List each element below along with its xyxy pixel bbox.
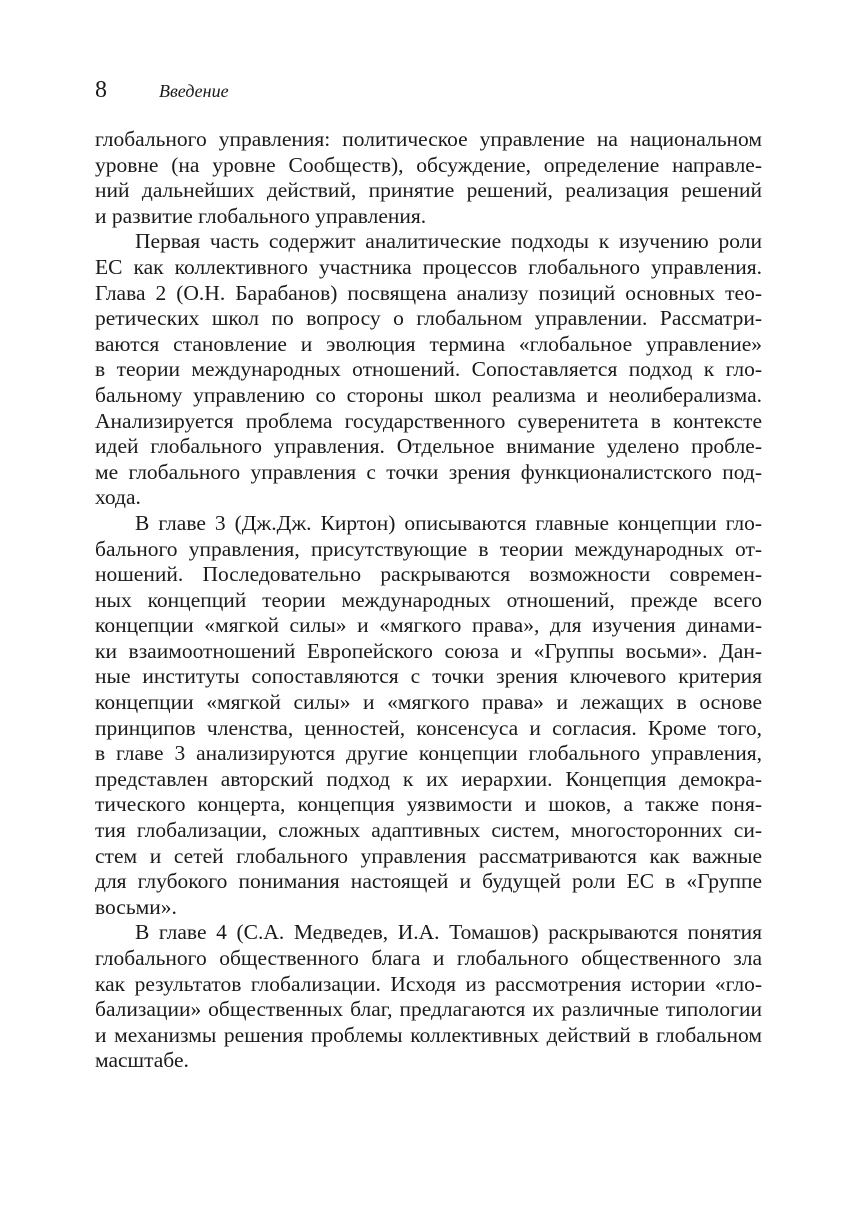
text-line: уровне (на уровне Сообществ), обсуждение, определение направле-: [95, 152, 762, 177]
text-line: стем и сетей глобального управления рассматриваются как важные: [95, 843, 762, 868]
text-line: глобального управления: политическое управление на национальном: [95, 127, 762, 151]
paragraph: [95, 511, 762, 921]
text-line: восьми».: [95, 894, 177, 919]
section-title: Введение: [159, 81, 229, 101]
page-number: 8: [95, 77, 107, 103]
text-line: тия глобализации, сложных адаптивных систем, многосторонних си-: [95, 818, 762, 843]
text-line: ные институты сопоставляются с точки зрения ключевого критерия: [95, 664, 762, 689]
text-line: принципов членства, ценностей, консенсуса и согласия. Кроме того,: [95, 715, 762, 740]
text-line: бальному управлению со стороны школ реализма и неолиберализма.: [95, 382, 762, 407]
text-line: и механизмы решения проблемы коллективных действий в глобальном: [95, 1022, 762, 1047]
text-line: ношений. Последовательно раскрываются возможности современ-: [95, 562, 762, 587]
text-line: тического концерта, концепция уязвимости и шоков, а также поня-: [95, 792, 762, 817]
text-line: глобального общественного блага и глобального общественного зла: [95, 946, 762, 970]
text-line: ваются становление и эволюция термина «глобальное управление»: [95, 331, 762, 356]
text-line: ки взаимоотношений Европейского союза и «Группы восьми». Дан-: [95, 638, 762, 663]
text-line: представлен авторский подход к их иерархии. Концепция демокра-: [95, 766, 762, 791]
text-line: ний дальнейших действий, принятие решений, реализация решений: [95, 178, 762, 203]
running-head: [95, 72, 229, 108]
text-line: В главе 3 (Дж.Дж. Киртон) описываются главные концепции гло-: [135, 510, 762, 535]
text-line: концепции «мягкой силы» и «мягкого права» и лежащих в основе: [95, 690, 762, 715]
text-line: хода.: [95, 485, 141, 510]
text-line: в главе 3 анализируются другие концепции глобального управления,: [95, 741, 762, 766]
text-line: масштабе.: [95, 1048, 189, 1073]
text-line: Глава 2 (О.Н. Барабанов) посвящена анализу позиций основных тео-: [95, 280, 762, 305]
text-line: для глубокого понимания настоящей и будущей роли ЕС в «Группе: [95, 869, 762, 894]
text-line: В главе 4 (С.А. Медведев, И.А. Томашов) раскрываются понятия: [135, 920, 762, 945]
text-line: ЕС как коллективного участника процессов глобального управления.: [95, 254, 762, 279]
text-line: в теории международных отношений. Сопоставляется подход к гло-: [95, 357, 762, 382]
text-line: бального управления, присутствующие в теории международных от-: [95, 536, 762, 561]
text-line: концепции «мягкой силы» и «мягкого права», для изучения динами-: [95, 613, 762, 638]
text-line: и развитие глобального управления.: [95, 203, 427, 228]
text-line: как результатов глобализации. Исходя из рассмотрения истории «гло-: [95, 971, 762, 996]
text-line: ных концепций теории международных отношений, прежде всего: [95, 587, 762, 612]
text-line: Анализируется проблема государственного суверенитета в контексте: [95, 408, 762, 433]
body-text: [95, 127, 762, 1074]
text-line: ретических школ по вопросу о глобальном управлении. Рассматри-: [95, 306, 762, 331]
text-line: Первая часть содержит аналитические подходы к изучению роли: [135, 229, 762, 254]
text-line: ме глобального управления с точки зрения функционалистского под-: [95, 459, 762, 484]
text-line: бализации» общественных благ, предлагаются их различные типологии: [95, 997, 762, 1022]
paragraph: [95, 920, 762, 1074]
paragraph: [95, 229, 762, 511]
text-line: идей глобального управления. Отдельное внимание уделено пробле-: [95, 434, 762, 459]
paragraph: [95, 127, 762, 229]
